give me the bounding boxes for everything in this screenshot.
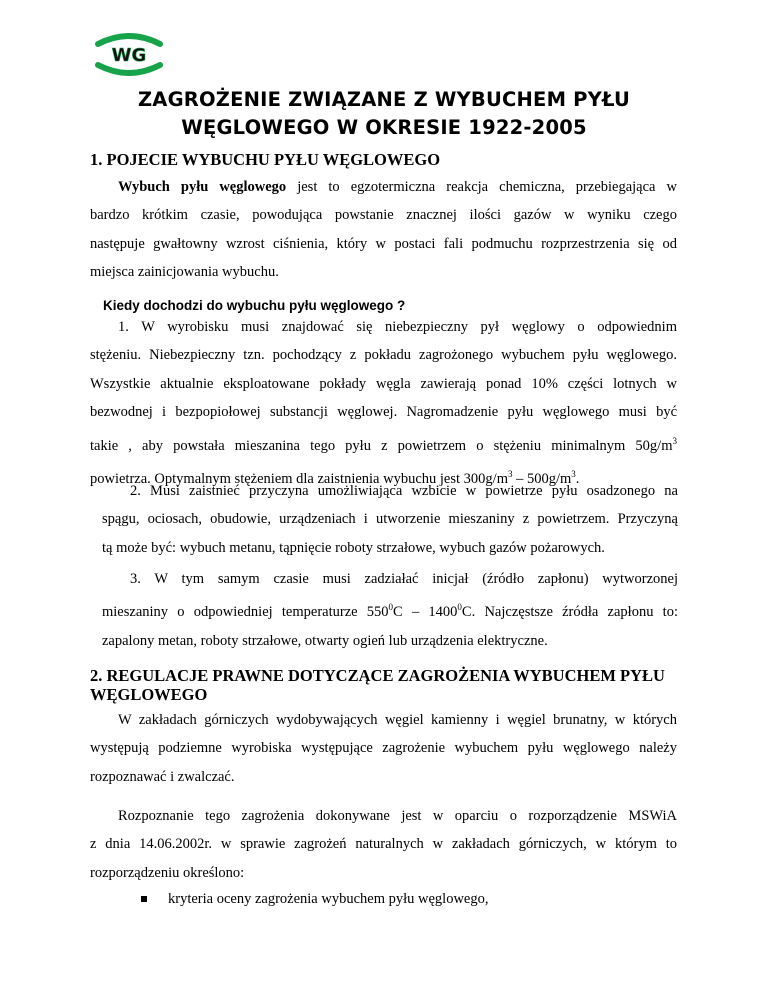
condition-1-line-6-text-b: – 500g/m — [512, 470, 572, 487]
definition-line-1 — [90, 173, 677, 201]
regulation-1-line-1: W zakładach górniczych wydobywających węgiel kamienny i węgiel brunatny, w których — [118, 712, 677, 728]
condition-3 — [102, 565, 678, 655]
condition-1-line-5 — [90, 427, 677, 460]
bullet-square-icon — [141, 896, 147, 902]
superscript-3: 3 — [507, 468, 513, 479]
condition-2-line-1: 2. Musi zaistnieć przyczyna umożliwiająca wzbicie w powietrze pyłu osadzonego na — [130, 483, 678, 499]
section-2-heading — [90, 666, 665, 704]
condition-2-line-3: tą może być: wybuch metanu, tąpnięcie roboty strzałowe, wybuch gazów pożarowych. — [102, 539, 605, 556]
document-title-line-1: ZAGROŻENIE ZWIĄZANE Z WYBUCHEM PYŁU — [137, 88, 631, 111]
condition-3-line-2-text-c: C. Najczęstsze źródła zapłonu to: — [461, 604, 678, 621]
condition-1-line-3: Wszystkie aktualnie eksploatowane pokłady węgla zawierają ponad 10% części lotnych w — [90, 375, 677, 392]
question-heading: Kiedy dochodzi do wybuchu pyłu węglowego ? — [103, 298, 406, 313]
section-2-heading-line-1: 2. REGULACJE PRAWNE DOTYCZĄCE ZAGROŻENIA WYBUCHEM PYŁU — [90, 666, 665, 685]
condition-2-line-2: spągu, ociosach, obudowie, urządzeniach i utworzenie mieszaniny z powietrzem. Przyczyną — [102, 511, 678, 528]
condition-3-line-2-text-b: C – 1400 — [393, 604, 458, 621]
superscript-degree: 0 — [457, 602, 462, 613]
bullet-item-1: kryteria oceny zagrożenia wybuchem pyłu węglowego, — [168, 891, 489, 907]
condition-1 — [90, 313, 677, 493]
condition-3-line-2-text-a: mieszaniny o odpowiedniej temperaturze 550 — [102, 604, 389, 621]
condition-1-line-2: stężeniu. Niebezpieczny tzn. pochodzący z pokładu zagrożonego wybuchem pyłu węglowego. — [90, 347, 677, 364]
section-1-heading: 1. POJECIE WYBUCHU PYŁU WĘGLOWEGO — [90, 150, 441, 169]
definition-line-3: następuje gwałtowny wzrost ciśnienia, który w postaci fali podmuchu rozprzestrzenia się od — [90, 235, 677, 252]
regulation-1-line-2: występują podziemne wyrobiska występujące zagrożenie wybuchem pyłu węglowego należy — [90, 740, 677, 757]
superscript-degree: 0 — [388, 602, 394, 613]
regulation-2-line-2: z dnia 14.06.2002r. w sprawie zagrożeń naturalnych w zakładach górniczych, w którym to — [90, 836, 677, 853]
regulation-2-line-3: rozporządzeniu określono: — [90, 864, 245, 881]
condition-1-line-6-text-c: . — [575, 470, 580, 487]
condition-1-line-5-text: takie , aby powstała mieszanina tego pyłu z powietrzem o stężeniu minimalnym 50g/m — [90, 437, 673, 454]
section-2-heading-line-2: WĘGLOWEGO — [90, 685, 208, 704]
superscript-3: 3 — [672, 435, 677, 446]
definition-line-4: miejsca zainicjowania wybuchu. — [90, 264, 279, 281]
definition-term: Wybuch pyłu węglowego — [118, 179, 287, 195]
condition-3-line-3: zapalony metan, roboty strzałowe, otwarty ogień lub urządzenia elektryczne. — [102, 632, 548, 649]
logo-text: WG — [111, 45, 147, 66]
definition-text: jest to egzotermiczna reakcja chemiczna, przebiegająca w — [286, 179, 678, 195]
condition-1-line-6-text-a: powietrza. Optymalnym stężeniem dla zaistnienia wybuchu jest 300g/m — [90, 470, 508, 487]
definition-paragraph — [90, 173, 677, 287]
regulation-paragraph-2 — [90, 802, 677, 887]
condition-1-line-1: 1. W wyrobisku musi znajdować się niebezpieczny pył węglowy o odpowiednim — [118, 319, 677, 335]
condition-3-line-1: 3. W tym samym czasie musi zadziałać inicjał (źródło zapłonu) wytworzonej — [130, 571, 678, 587]
regulation-paragraph-1 — [90, 706, 677, 791]
condition-3-line-2 — [102, 593, 678, 626]
definition-line-2: bardzo krótkim czasie, powodująca powstanie znacznej ilości gazów w wyniku czego — [90, 207, 677, 224]
superscript-3: 3 — [571, 468, 576, 479]
condition-1-line-4: bezwodnej i bezpopiołowej substancji węglowej. Nagromadzenie pyłu węglowego musi być — [90, 404, 677, 421]
company-logo — [92, 30, 166, 78]
regulation-1-line-3: rozpoznawać i zwalczać. — [90, 768, 235, 785]
document-title-line-2: WĘGLOWEGO W OKRESIE 1922-2005 — [181, 116, 587, 139]
regulation-2-line-1: Rozpoznanie tego zagrożenia dokonywane jest w oparciu o rozporządzenie MSWiA — [118, 808, 677, 824]
condition-2 — [102, 477, 678, 562]
